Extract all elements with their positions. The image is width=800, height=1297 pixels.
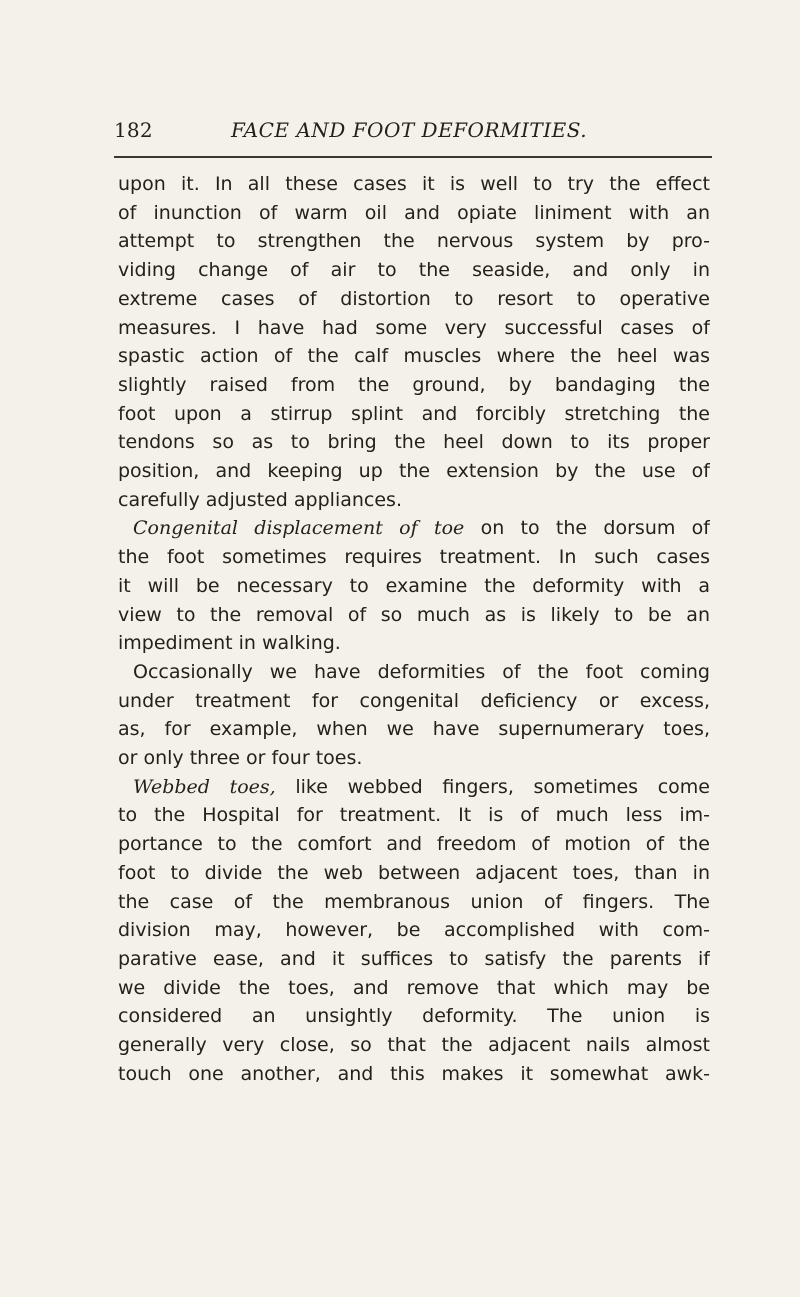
text-line: division may, however, be accomplished with com- xyxy=(118,919,710,942)
italic-heading: Congenital displacement of toe xyxy=(133,517,465,540)
text-line: parative ease, and it suffices to satisfy the parents if xyxy=(118,947,710,970)
text-line: measures. I have had some very successful cases of xyxy=(118,316,710,339)
text-line: it will be necessary to examine the deformity with a xyxy=(118,574,710,597)
page-number: 182 xyxy=(114,118,153,142)
text-line: impediment in walking. xyxy=(118,632,341,655)
text-line: attempt to strengthen the nervous system by pro- xyxy=(118,230,710,253)
text-line: as, for example, when we have supernumerary toes, xyxy=(118,718,710,741)
text-line: touch one another, and this makes it somewhat awk- xyxy=(118,1062,710,1085)
text-line: under treatment for congenital deficiency or excess, xyxy=(118,689,710,712)
text-line: foot upon a stirrup splint and forcibly stretching the xyxy=(118,402,710,425)
text-line: position, and keeping up the extension by the use of xyxy=(118,460,710,483)
text-line: to the Hospital for treatment. It is of much less im- xyxy=(118,804,710,827)
text-line: spastic action of the calf muscles where the heel was xyxy=(118,345,710,368)
text-line: extreme cases of distortion to resort to operative xyxy=(118,287,710,310)
text-line: upon it. In all these cases it is well to try the effect xyxy=(118,173,710,195)
text-line: or only three or four toes. xyxy=(118,747,363,770)
body-text xyxy=(118,170,710,1089)
line-remainder: on to the dorsum of xyxy=(480,517,710,540)
text-line: tendons so as to bring the heel down to its proper xyxy=(118,431,710,454)
line-remainder: like webbed fingers, sometimes come xyxy=(295,775,710,798)
text-line: foot to divide the web between adjacent toes, than in xyxy=(118,861,710,884)
text-line: of inunction of warm oil and opiate liniment with an xyxy=(118,201,710,224)
italic-heading: Webbed toes, xyxy=(133,775,276,798)
text-line: viding change of air to the seaside, and only in xyxy=(118,259,710,282)
text-line: slightly raised from the ground, by bandaging the xyxy=(118,373,710,396)
text-line: generally very close, so that the adjacent nails almost xyxy=(118,1034,710,1057)
text-line: we divide the toes, and remove that which may be xyxy=(118,976,710,999)
text-line: considered an unsightly deformity. The union is xyxy=(118,1005,710,1028)
text-line: the case of the membranous union of fingers. The xyxy=(118,890,710,913)
text-line: portance to the comfort and freedom of motion of the xyxy=(118,833,710,856)
running-title: FACE AND FOOT DEFORMITIES. xyxy=(231,118,588,142)
paragraph-first-line xyxy=(118,514,710,543)
paragraph-first-line xyxy=(118,773,710,802)
text-line: view to the removal of so much as is likely to be an xyxy=(118,603,710,626)
header-rule xyxy=(114,156,712,158)
text-line: carefully adjusted appliances. xyxy=(118,488,402,511)
page-header xyxy=(114,118,714,158)
text-line: Occasionally we have deformities of the foot coming xyxy=(133,660,710,683)
text-line: the foot sometimes requires treatment. In such cases xyxy=(118,546,710,569)
